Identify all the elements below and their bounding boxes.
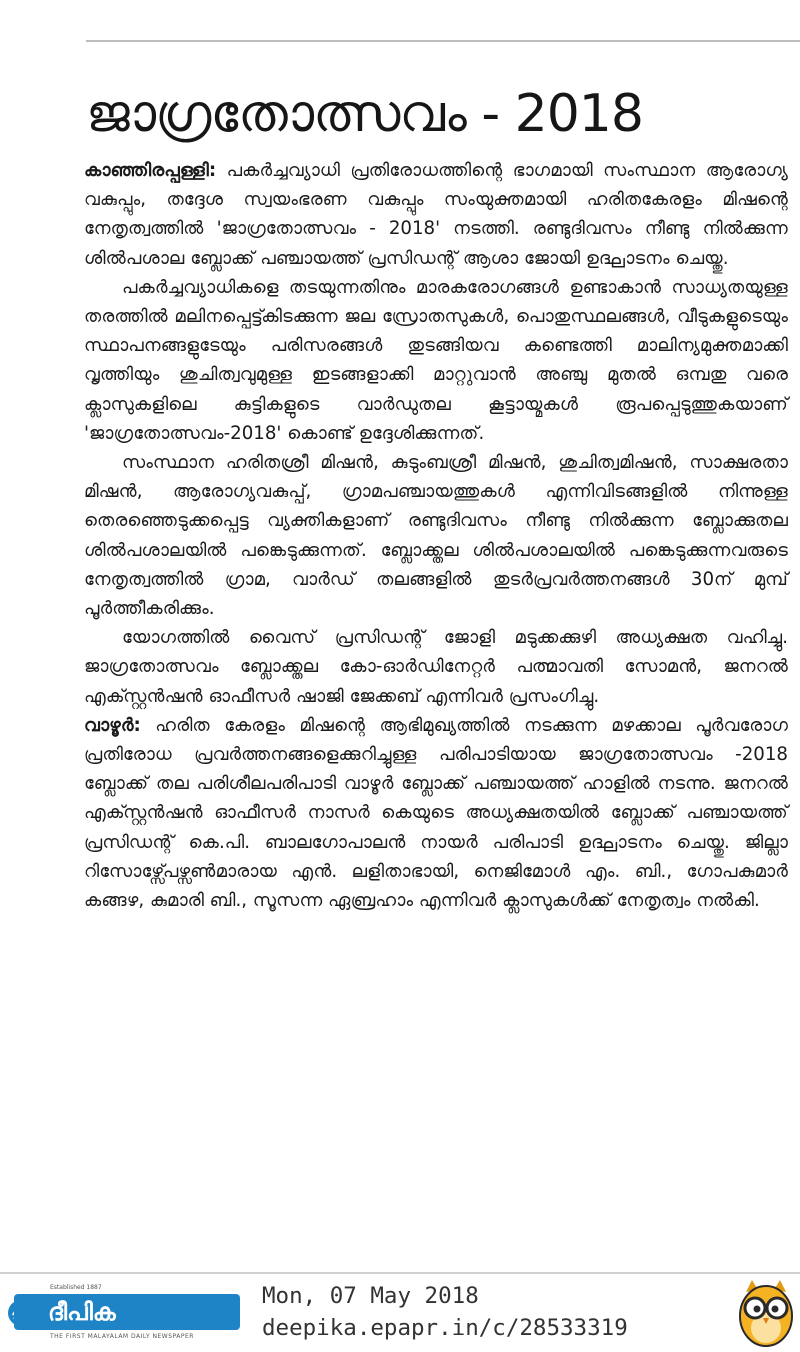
article-paragraph: [84, 448, 788, 623]
logo-wordmark: ദീപിക: [14, 1294, 240, 1330]
logo-tagline: THE FIRST MALAYALAM DAILY NEWSPAPER: [50, 1333, 194, 1340]
news-article: [84, 78, 788, 915]
paragraph-text: ഹരിത കേരളം മിഷന്റെ ആഭിമുഖ്യത്തിൽ നടക്കുന്ന മഴക്കാല പൂർവരോഗ പ്രതിരോധ പ്രവർത്തനങ്ങളെക്കുറിച്ചുള്ള പരിപാടിയായ ജാഗ്രതോത്സവം -2018 ബ്ലോക്ക് തല പരിശീലപരിപാടി വാഴൂർ ബ്ലോക്ക് പഞ്ചായത്ത് ഹാളിൽ നടന്നു. ജനറൽ എക്സ്റ്റൻഷൻ ഓഫീസർ നാസർ കെയുടെ അധ്യക്ഷതയിൽ ബ്ലോക്ക് പഞ്ചായത്ത് പ്രസിഡന്റ് കെ.പി. ബാലഗോപാലൻ നായർ പരിപാടി ഉദ്ഘാടനം ചെയ്തു. ജില്ലാ റിസോഴ്സ്പേഴ്സൺമാരായ എൻ. ലളിതാഭായി, നെജിമോൾ എം. ബി., ഗോപകുമാർ കങ്ങഴ, കുമാരി ബി., സൂസന്ന ഏബ്രഹാം എന്നിവർ ക്ലാസുകൾക്ക് നേതൃത്വം നൽകി.: [84, 714, 788, 912]
dateline-vazhoor: വാഴൂർ:: [84, 714, 141, 736]
paragraph-text: പകർച്ചവ്യാധികളെ തടയുന്നതിനും മാരകരോഗങ്ങൾ ഉണ്ടാകാൻ സാധ്യതയുള്ള തരത്തിൽ മലിനപ്പെട്ട്കിടക്കുന്ന ജല സ്രോതസുകൾ, പൊതുസ്ഥലങ്ങൾ, വീടുകളുടെയും സ്ഥാപനങ്ങളുടേയും പരിസരങ്ങൾ തുടങ്ങിയവ കണ്ടെത്തി മാലിന്യമുക്തമാക്കി വൃത്തിയും ശുചിത്വവുമുള്ള ഇടങ്ങളാക്കി മാറ്റുവാൻ അഞ്ചു മുതൽ ഒമ്പതു വരെ ക്ലാസുകളിലെ കുട്ടികളുടെ വാർഡുതല കൂട്ടായ്മകൾ രൂപപ്പെടുത്തുകയാണ് 'ജാഗ്രതോത്സവം-2018' കൊണ്ട് ഉദ്ദേശിക്കുന്നത്.: [84, 276, 788, 444]
deepika-logo[interactable]: [6, 1284, 250, 1344]
article-headline: ജാഗ്രതോത്സവം - 2018: [86, 84, 643, 144]
publish-date: Mon, 07 May 2018: [262, 1283, 479, 1309]
top-divider: [86, 40, 800, 42]
paragraph-text: യോഗത്തിൽ വൈസ് പ്രസിഡന്റ് ജോളി മടുക്കക്കുഴി അധ്യക്ഷത വഹിച്ചു. ജാഗ്രതോത്സവം ബ്ലോക്ക്തല കോ-ഓർഡിനേറ്റർ പത്മാവതി സോമൻ, ജനറൽ എക്സ്റ്റൻഷൻ ഓഫീസർ ഷാജി ജേക്കബ് എന്നിവർ പ്രസംഗിച്ചു.: [84, 627, 788, 707]
dateline-kanjirappally: കാഞ്ഞിരപ്പള്ളി:: [84, 160, 217, 181]
article-paragraph: [84, 156, 788, 273]
epaper-link[interactable]: deepika.epapr.in/c/28533319: [262, 1315, 628, 1341]
footer-divider: [0, 1272, 800, 1274]
article-paragraph: [84, 623, 788, 711]
article-paragraph: [84, 273, 788, 448]
epaper-meta: [262, 1280, 628, 1344]
owl-mascot-icon: [736, 1276, 796, 1348]
paragraph-text: സംസ്ഥാന ഹരിതശ്രീ മിഷൻ, കുടുംബശ്രീ മിഷൻ, ശുചിത്വമിഷൻ, സാക്ഷരതാ മിഷൻ, ആരോഗ്യവകുപ്പ്, ഗ്രാമപഞ്ചായത്തുകൾ എന്നിവിടങ്ങളിൽ നിന്നുള്ള തെരഞ്ഞെടുക്കപ്പെട്ട വ്യക്തികളാണ് രണ്ടുദിവസം നീണ്ടു നിൽക്കുന്ന ബ്ലോക്കുതല ശിൽപശാലയിൽ പങ്കെടുക്കുന്നത്. ബ്ലോക്ക്തല ശിൽപശാലയിൽ പങ്കെടുക്കുന്നവരുടെ നേതൃത്വത്തിൽ ഗ്രാമ, വാർഡ് തലങ്ങളിൽ തുടർപ്രവർത്തനങ്ങൾ 30ന് മുമ്പ് പൂർത്തീകരിക്കും.: [84, 452, 788, 620]
logo-caption: Established 1887: [50, 1284, 102, 1291]
article-paragraph: [84, 711, 788, 915]
paragraph-text: പകർച്ചവ്യാധി പ്രതിരോധത്തിന്റെ ഭാഗമായി സംസ്ഥാന ആരോഗ്യ വകുപ്പും, തദ്ദേശ സ്വയംഭരണ വകുപ്പും സംയുക്തമായി ഹരിതകേരളം മിഷന്റെ നേതൃത്വത്തിൽ 'ജാഗ്രതോത്സവം - 2018' നടത്തി. രണ്ടുദിവസം നീണ്ടു നിൽക്കുന്ന ശിൽപശാല ബ്ലോക്ക് പഞ്ചായത്ത് പ്രസിഡന്റ് ആശാ ജോയി ഉദ്ഘാടനം ചെയ്തു.: [84, 160, 788, 269]
